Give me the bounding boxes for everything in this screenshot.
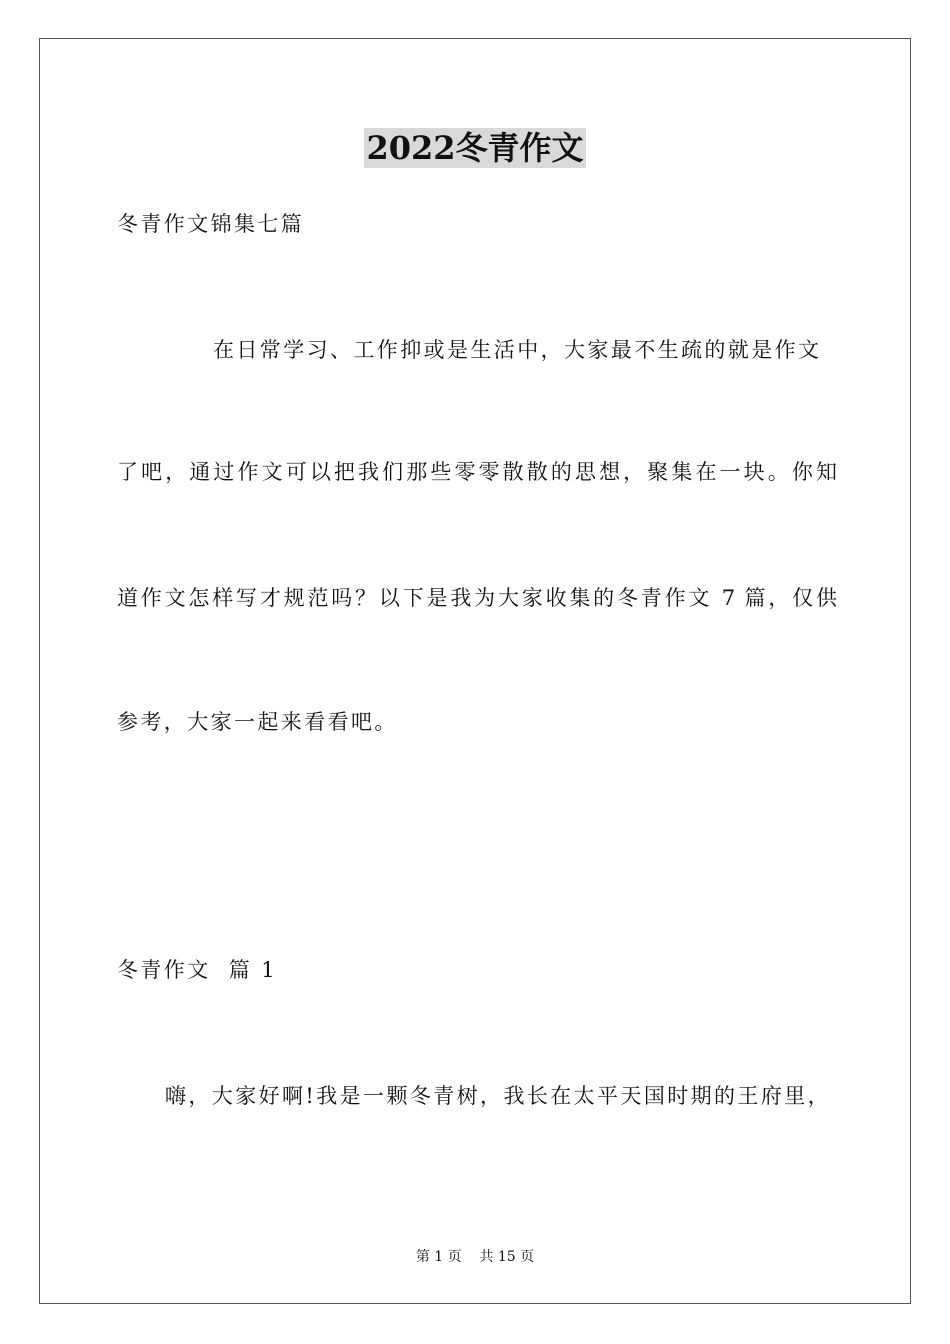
section-heading: 冬青作文 篇 1 <box>117 958 277 982</box>
document-subtitle: 冬青作文锦集七篇 <box>117 212 305 236</box>
page-footer <box>0 1247 950 1267</box>
title-container <box>0 128 950 168</box>
intro-line-4: 参考，大家一起来看看吧。 <box>117 710 398 734</box>
intro-line-3: 道作文怎样写才规范吗？以下是我为大家收集的冬青作文 7 篇，仅供 <box>117 586 837 610</box>
section-paragraph-line-1: 嗨，大家好啊!我是一颗冬青树，我长在太平天国时期的王府里， <box>165 1084 832 1108</box>
intro-line-1: 在日常学习、工作抑或是生活中，大家最不生疏的就是作文 <box>213 338 822 362</box>
document-title: 2022冬青作文 <box>366 129 584 167</box>
intro-line-2: 了吧，通过作文可以把我们那些零零散散的思想，聚集在一块。你知 <box>117 460 837 484</box>
page-number-label: 第 1 页 共 15 页 <box>415 1249 535 1265</box>
